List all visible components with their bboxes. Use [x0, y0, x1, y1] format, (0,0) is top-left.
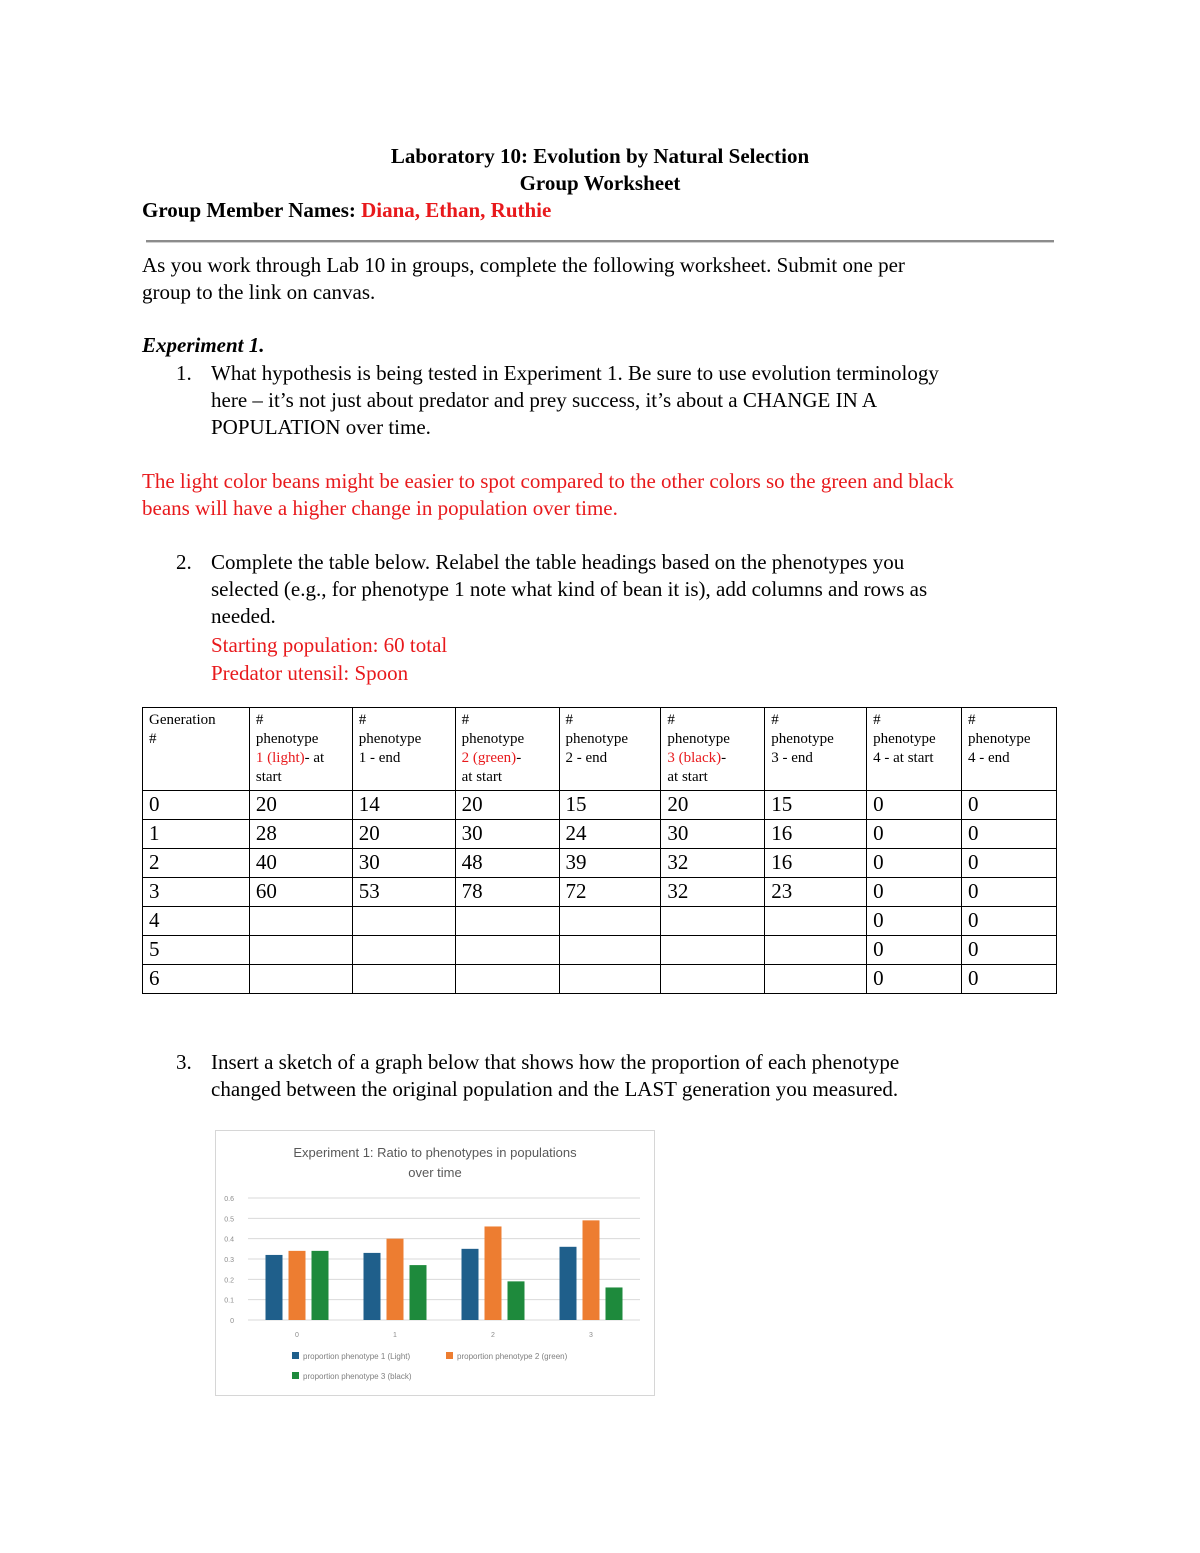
- y-tick-label: 0.3: [224, 1257, 234, 1264]
- table-cell[interactable]: 0: [867, 791, 962, 820]
- table-cell[interactable]: 4: [143, 907, 250, 936]
- legend-swatch: [292, 1372, 299, 1379]
- table-cell[interactable]: [661, 965, 765, 994]
- bar-series-2-cat-2: [485, 1226, 502, 1320]
- table-cell[interactable]: [455, 965, 559, 994]
- bar-series-1-cat-0: [266, 1255, 283, 1320]
- table-cell[interactable]: [352, 907, 455, 936]
- bar-series-1-cat-3: [560, 1247, 577, 1320]
- x-tick-label: 3: [589, 1332, 593, 1339]
- table-cell[interactable]: 15: [765, 791, 867, 820]
- header-phenotype-1-end: # phenotype 1 - end: [352, 708, 455, 791]
- divider: [146, 240, 1054, 243]
- question-line: selected (e.g., for phenotype 1 note what kind of bean it is), add columns and rows as: [211, 577, 928, 601]
- table-cell[interactable]: 0: [962, 965, 1057, 994]
- table-cell[interactable]: 24: [559, 820, 661, 849]
- table-row: [143, 878, 1057, 907]
- table-cell[interactable]: 48: [455, 849, 559, 878]
- bar-series-2-cat-3: [583, 1220, 600, 1320]
- question-line: Insert a sketch of a graph below that shows how the proportion of each phenotype: [211, 1050, 900, 1074]
- table-cell[interactable]: 0: [867, 878, 962, 907]
- question-line: Complete the table below. Relabel the table headings based on the phenotypes you: [211, 550, 905, 574]
- question-line: needed.: [211, 604, 276, 628]
- bar-series-1-cat-2: [462, 1249, 479, 1320]
- intro-line: As you work through Lab 10 in groups, complete the following worksheet. Submit one per: [142, 253, 905, 277]
- table-cell[interactable]: 0: [962, 820, 1057, 849]
- table-cell[interactable]: 0: [962, 878, 1057, 907]
- header-phenotype-3-end: # phenotype 3 - end: [765, 708, 867, 791]
- table-cell[interactable]: 30: [455, 820, 559, 849]
- header-generation: Generation #: [143, 708, 250, 791]
- table-cell[interactable]: 16: [765, 849, 867, 878]
- x-tick-label: 0: [295, 1332, 299, 1339]
- legend-swatch: [446, 1352, 453, 1359]
- table-cell[interactable]: [455, 907, 559, 936]
- question-line: here – it’s not just about predator and prey success, it’s about a CHANGE IN A: [211, 388, 878, 412]
- table-row: [143, 965, 1057, 994]
- table-body: [143, 791, 1057, 994]
- page-subtitle: Group Worksheet: [519, 171, 681, 195]
- table-cell[interactable]: [249, 907, 352, 936]
- table-cell[interactable]: [765, 907, 867, 936]
- table-cell[interactable]: 20: [661, 791, 765, 820]
- y-tick-label: 0: [230, 1318, 234, 1325]
- bar-series-3-cat-3: [606, 1287, 623, 1320]
- table-cell[interactable]: 0: [867, 820, 962, 849]
- starting-population: Starting population: 60 total: [211, 633, 448, 657]
- table-cell[interactable]: 20: [352, 820, 455, 849]
- bar-series-2-cat-0: [289, 1251, 306, 1320]
- table-cell[interactable]: 0: [867, 907, 962, 936]
- table-cell[interactable]: [559, 936, 661, 965]
- table-cell[interactable]: 30: [661, 820, 765, 849]
- header-phenotype-3-start: # phenotype 3 (black)- at start: [661, 708, 765, 791]
- table-cell[interactable]: [661, 936, 765, 965]
- header-phenotype-4-end: # phenotype 4 - end: [962, 708, 1057, 791]
- table-cell[interactable]: 15: [559, 791, 661, 820]
- table-cell[interactable]: 0: [867, 849, 962, 878]
- answer-line: The light color beans might be easier to spot compared to the other colors so the green and black: [142, 469, 954, 493]
- table-cell[interactable]: 0: [143, 791, 250, 820]
- header-phenotype-2-end: # phenotype 2 - end: [559, 708, 661, 791]
- intro-line: group to the link on canvas.: [142, 280, 376, 304]
- table-cell[interactable]: 0: [867, 936, 962, 965]
- table-cell[interactable]: 14: [352, 791, 455, 820]
- bar-series-1-cat-1: [364, 1253, 381, 1320]
- question-line: What hypothesis is being tested in Experiment 1. Be sure to use evolution terminology: [211, 361, 939, 385]
- table-row: [143, 820, 1057, 849]
- question-3: [0, 1049, 1200, 1105]
- bar-series-2-cat-1: [387, 1239, 404, 1320]
- table-cell[interactable]: 30: [352, 849, 455, 878]
- table-cell[interactable]: 0: [962, 907, 1057, 936]
- table-cell[interactable]: 20: [455, 791, 559, 820]
- table-cell[interactable]: [559, 965, 661, 994]
- question-number: 3.: [176, 1050, 192, 1074]
- legend-label: proportion phenotype 1 (Light): [303, 1352, 411, 1361]
- bar-series-3-cat-0: [312, 1251, 329, 1320]
- legend-label: proportion phenotype 2 (green): [457, 1352, 568, 1361]
- question-line: POPULATION over time.: [211, 415, 431, 439]
- y-tick-label: 0.6: [224, 1196, 234, 1203]
- question-number: 2.: [176, 550, 192, 574]
- bar-series-3-cat-2: [508, 1281, 525, 1320]
- table-cell[interactable]: [352, 936, 455, 965]
- x-tick-label: 1: [393, 1332, 397, 1339]
- question-number: 1.: [176, 361, 192, 385]
- table-header-row: [143, 708, 1057, 791]
- legend-swatch: [292, 1352, 299, 1359]
- page-title: Laboratory 10: Evolution by Natural Selection: [390, 144, 810, 168]
- y-tick-label: 0.4: [224, 1236, 234, 1244]
- x-tick-label: 2: [491, 1332, 495, 1339]
- table-cell[interactable]: [661, 907, 765, 936]
- table-cell[interactable]: 0: [867, 965, 962, 994]
- chart-title: over time: [408, 1165, 462, 1180]
- table-cell[interactable]: 5: [143, 936, 250, 965]
- table-row: [143, 936, 1057, 965]
- question-1: [0, 360, 1200, 442]
- bar-chart: [216, 1131, 654, 1395]
- intro-text: [142, 252, 905, 306]
- table-cell[interactable]: 72: [559, 878, 661, 907]
- y-tick-label: 0.5: [224, 1216, 234, 1224]
- table-cell[interactable]: [765, 965, 867, 994]
- table-cell[interactable]: 39: [559, 849, 661, 878]
- table-cell[interactable]: 23: [765, 878, 867, 907]
- predator-utensil: Predator utensil: Spoon: [211, 661, 409, 685]
- table-cell[interactable]: [249, 936, 352, 965]
- table-cell[interactable]: [249, 965, 352, 994]
- y-tick-label: 0.1: [224, 1297, 234, 1305]
- group-members-label: Group Member Names:: [142, 198, 356, 222]
- table-cell[interactable]: [765, 936, 867, 965]
- table-cell[interactable]: 1: [143, 820, 250, 849]
- table-row: [143, 907, 1057, 936]
- table-row: [143, 791, 1057, 820]
- group-members-value: Diana, Ethan, Ruthie: [361, 198, 552, 222]
- table-cell[interactable]: 32: [661, 849, 765, 878]
- table-cell[interactable]: 60: [249, 878, 352, 907]
- table-cell[interactable]: 0: [962, 849, 1057, 878]
- table-cell[interactable]: 78: [455, 878, 559, 907]
- experiment-heading: Experiment 1.: [142, 333, 265, 357]
- table-cell[interactable]: 0: [962, 791, 1057, 820]
- group-members-line: [142, 198, 551, 223]
- table-cell[interactable]: 16: [765, 820, 867, 849]
- table-cell[interactable]: [559, 907, 661, 936]
- answer-1: [142, 468, 954, 522]
- header-phenotype-1-start: # phenotype 1 (light)- at start: [249, 708, 352, 791]
- table-cell[interactable]: 2: [143, 849, 250, 878]
- question-line: changed between the original population and the LAST generation you measured.: [211, 1077, 899, 1101]
- table-row: [143, 849, 1057, 878]
- phenotype-table: [142, 707, 1057, 994]
- bar-series-3-cat-1: [410, 1265, 427, 1320]
- table-cell[interactable]: 6: [143, 965, 250, 994]
- chart-title: Experiment 1: Ratio to phenotypes in populations: [293, 1145, 577, 1160]
- question-2: [0, 549, 1200, 689]
- y-tick-label: 0.2: [224, 1277, 234, 1285]
- table-cell[interactable]: 40: [249, 849, 352, 878]
- table-cell[interactable]: [455, 936, 559, 965]
- table-cell[interactable]: 0: [962, 936, 1057, 965]
- header-phenotype-4-start: # phenotype 4 - at start: [867, 708, 962, 791]
- chart-container: [215, 1130, 655, 1396]
- table-cell[interactable]: 20: [249, 791, 352, 820]
- header-phenotype-2-start: # phenotype 2 (green)- at start: [455, 708, 559, 791]
- table-cell[interactable]: 32: [661, 878, 765, 907]
- table-cell[interactable]: 53: [352, 878, 455, 907]
- answer-line: beans will have a higher change in population over time.: [142, 496, 618, 520]
- table-cell[interactable]: 28: [249, 820, 352, 849]
- table-cell[interactable]: 3: [143, 878, 250, 907]
- legend-label: proportion phenotype 3 (black): [303, 1372, 412, 1381]
- table-cell[interactable]: [352, 965, 455, 994]
